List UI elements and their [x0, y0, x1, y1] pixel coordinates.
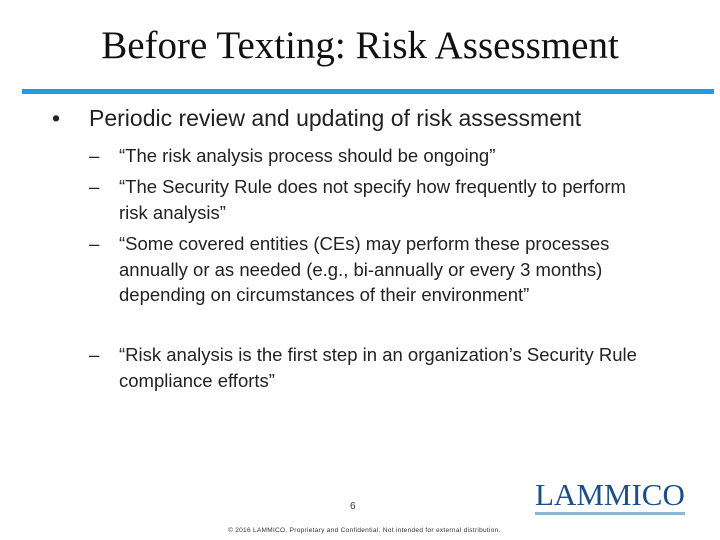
bullet-marker: • — [52, 105, 61, 131]
subpoint-2 — [89, 174, 649, 225]
page-number: 6 — [350, 501, 356, 512]
subpoint-text: “The Security Rule does not specify how frequently to perform risk analysis” — [119, 176, 626, 223]
main-bullet: Periodic review and updating of risk assessment — [89, 105, 582, 131]
dash-marker: – — [89, 145, 100, 166]
subpoint-4 — [89, 342, 649, 393]
subpoint-1 — [89, 143, 649, 169]
slide-title: Before Texting: Risk Assessment — [101, 24, 619, 67]
subpoint-3 — [89, 231, 649, 308]
subpoint-text: “The risk analysis process should be ongoing” — [119, 145, 496, 166]
dash-marker: – — [89, 233, 100, 254]
dash-marker: – — [89, 344, 100, 365]
lammico-logo — [535, 478, 693, 518]
footer-copyright: © 2016 LAMMICO. Proprietary and Confidential. Not intended for external distribution. — [228, 527, 501, 534]
logo-wordmark: LAMMICO — [535, 477, 685, 512]
subpoint-text: “Risk analysis is the first step in an organization’s Security Rule compliance efforts” — [119, 344, 637, 391]
dash-marker: – — [89, 176, 100, 197]
logo-underline — [535, 512, 685, 515]
subpoint-text: “Some covered entities (CEs) may perform these processes annually or as needed (e.g., bi-annually or every 3 months) depending on circumstances of their environment” — [119, 233, 610, 305]
title-divider — [22, 89, 714, 94]
